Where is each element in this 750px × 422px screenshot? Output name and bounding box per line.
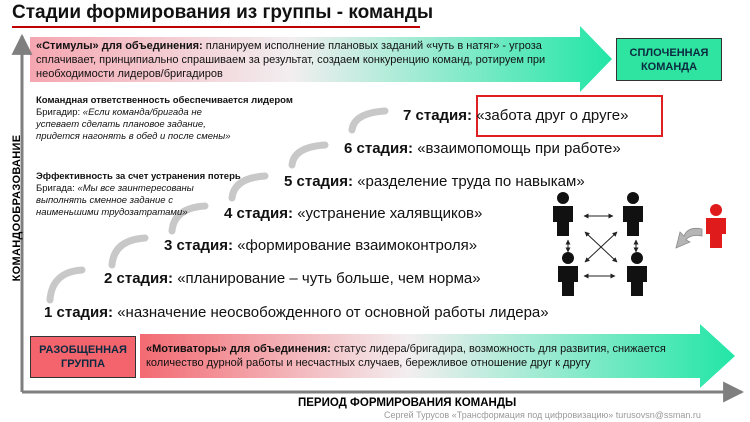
stage-number: 6 стадия: [344, 140, 414, 157]
y-axis-label: КОМАНДООБРАЗОВАНИЕ [11, 134, 23, 282]
note-speaker: Бригадир: [36, 107, 81, 118]
people-network-icon [553, 192, 647, 296]
stage-number: 2 стадия: [104, 270, 174, 287]
stage-number: 7 стадия: [403, 107, 473, 124]
stage-text: «формирование взаимоконтроля» [237, 237, 478, 254]
leader-responsibility-note [36, 95, 301, 143]
person-icon [627, 252, 647, 296]
stage-number: 4 стадия: [224, 205, 294, 222]
stage-6 [344, 140, 621, 158]
stimuli-description: планируем исполнение плановых заданий «чуть в натяг» - угроза сплачивает, принципиально спрашиваем за результат, создаем конкуренцию команд, ротируем при необходимости лидеров/бригадиров [36, 40, 546, 80]
stage-text: «планирование – чуть больше, чем норма» [177, 270, 481, 287]
footer-credit: Сергей Турусов «Трансформация под цифровизацию» turusovsn@ssman.ru [384, 410, 701, 420]
note-quote: «Если команда/бригада не успевает сделать плановое задание, придется нагонять в обед и после смены» [36, 107, 231, 142]
motivators-description: статус лидера/бригадира, возможность для развития, снижается количество дурной работы и несчастных случаев, бережливое отношение друг к другу [146, 343, 666, 369]
stimuli-arrow-text [36, 39, 584, 81]
stage-text: «взаимопомощь при работе» [417, 140, 621, 157]
note-heading: Командная ответственность обеспечивается лидером [36, 95, 293, 106]
stage-4 [224, 205, 482, 223]
efficiency-note [36, 171, 251, 219]
motivators-label: «Мотиваторы» [146, 343, 227, 355]
motivators-arrow-text [146, 342, 702, 370]
exclusion-arrow-icon [676, 228, 702, 248]
person-icon [553, 192, 573, 236]
stage-number: 5 стадия: [284, 173, 354, 190]
stage-3 [164, 237, 477, 255]
stage-7 [403, 107, 628, 125]
excluded-person-icon [706, 204, 726, 248]
stage-5 [284, 173, 585, 191]
stage-number: 3 стадия: [164, 237, 234, 254]
united-team-box: СПЛОЧЕННАЯ КОМАНДА [616, 38, 722, 81]
note-heading: Эффективность за счет устранения потерь [36, 171, 241, 182]
person-icon [623, 192, 643, 236]
stage-number: 1 стадия: [44, 304, 114, 321]
stimuli-label: «Стимулы» [36, 40, 99, 52]
stage-1 [44, 304, 549, 322]
stage-text: «назначение неосвобожденного от основной работы лидера» [117, 304, 549, 321]
stage-2 [104, 270, 481, 288]
note-quote: «Мы все заинтересованы выполнять сменное задание с наименьшими трудозатратами» [36, 183, 194, 218]
x-axis-label: ПЕРИОД ФОРМИРОВАНИЯ КОМАНДЫ [298, 397, 517, 409]
stage-text: «забота друг о друге» [476, 107, 629, 124]
stimuli-label-suffix: для объединения: [101, 40, 203, 52]
stage-text: «устранение халявщиков» [297, 205, 483, 222]
interaction-arrows [568, 216, 636, 276]
person-icon [558, 252, 578, 296]
disunited-group-box: РАЗОБЩЕННАЯ ГРУППА [30, 336, 136, 378]
motivators-label-suffix: для объединения: [229, 343, 331, 355]
page-title: Стадии формирования из группы - команды [12, 2, 434, 23]
note-speaker: Бригада: [36, 183, 75, 194]
stage-text: «разделение труда по навыкам» [357, 173, 585, 190]
